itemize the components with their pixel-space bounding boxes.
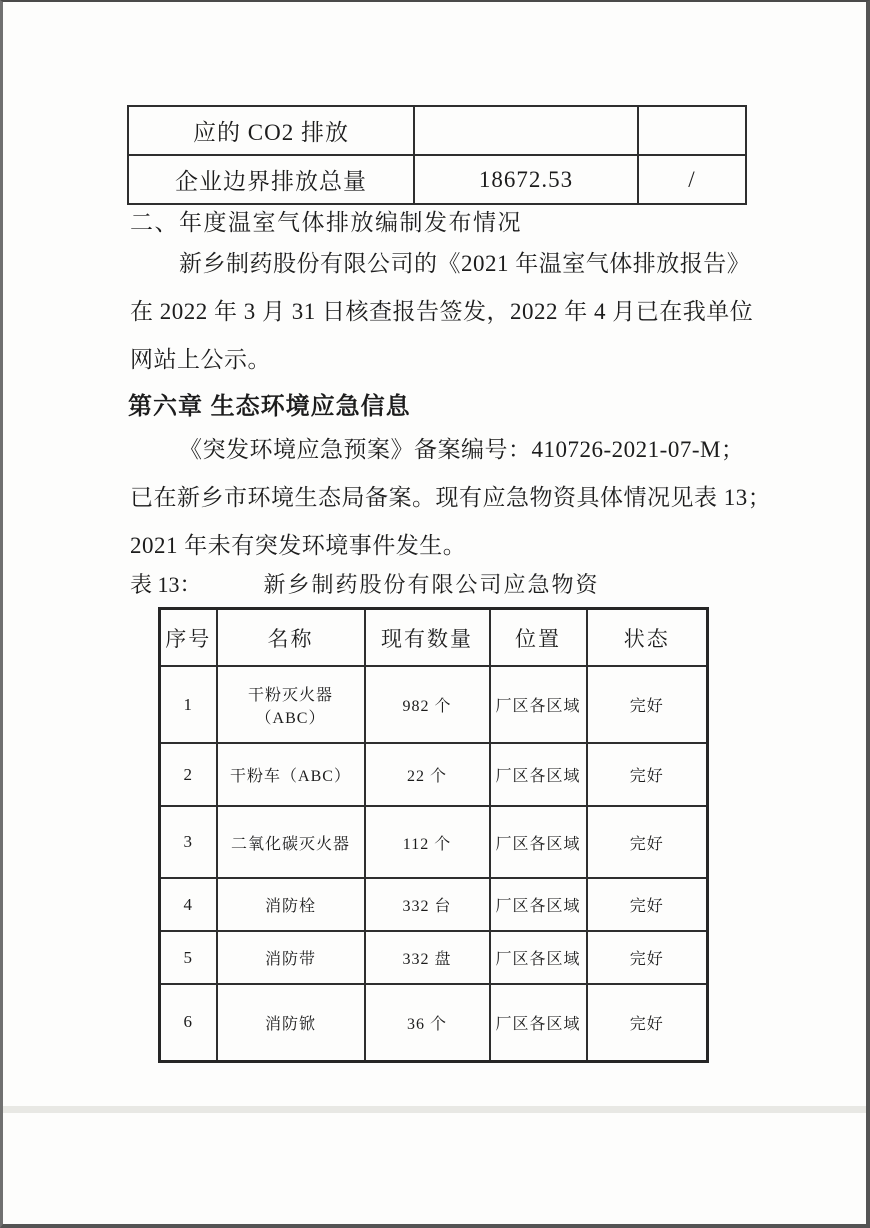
- column-header: 序号: [160, 609, 217, 667]
- cell-status: 完好: [587, 743, 708, 806]
- paragraph-line: 已在新乡市环境生态局备案。现有应急物资具体情况见表 13；: [130, 485, 772, 510]
- cell-location: 厂区各区域: [490, 666, 587, 743]
- table-row: [160, 666, 708, 743]
- table13-title: 新乡制药股份有限公司应急物资: [263, 572, 600, 597]
- cell-status: 完好: [587, 931, 708, 984]
- emergency-supplies-table: [158, 607, 709, 1063]
- cell-status: 完好: [587, 806, 708, 878]
- cell-index: 2: [160, 743, 217, 806]
- cell-status: 完好: [587, 878, 708, 931]
- page-separator: [0, 1106, 870, 1113]
- table-row: [160, 931, 708, 984]
- emissions-summary-body: [128, 106, 746, 204]
- cell-quantity: 22 个: [365, 743, 490, 806]
- table13-header-row: [160, 609, 708, 667]
- cell-quantity: 36 个: [365, 984, 490, 1061]
- row-note: /: [638, 155, 746, 204]
- table-row: [128, 155, 746, 204]
- table-row: [160, 878, 708, 931]
- cell-index: 5: [160, 931, 217, 984]
- cell-quantity: 982 个: [365, 666, 490, 743]
- table13-caption: [130, 568, 600, 599]
- column-header: 状态: [587, 609, 708, 667]
- cell-index: 3: [160, 806, 217, 878]
- paragraph-line: 在 2022 年 3 月 31 日核查报告签发，2022 年 4 月已在我单位: [130, 299, 754, 324]
- section-heading-annual-ghg: 二、年度温室气体排放编制发布情况: [130, 210, 522, 235]
- emissions-summary-table: [127, 105, 747, 205]
- emergency-info-paragraph: [130, 426, 772, 570]
- cell-status: 完好: [587, 984, 708, 1061]
- cell-status: 完好: [587, 666, 708, 743]
- table-row: [160, 743, 708, 806]
- row-value: 18672.53: [414, 155, 638, 204]
- chapter6-heading: 第六章 生态环境应急信息: [128, 393, 411, 420]
- paragraph-line: 2021 年未有突发环境事件发生。: [130, 533, 467, 558]
- table-row: [160, 984, 708, 1061]
- cell-location: 厂区各区域: [490, 984, 587, 1061]
- cell-location: 厂区各区域: [490, 931, 587, 984]
- cell-location: 厂区各区域: [490, 743, 587, 806]
- cell-quantity: 332 台: [365, 878, 490, 931]
- cell-index: 1: [160, 666, 217, 743]
- paragraph-line: 新乡制药股份有限公司的《2021 年温室气体排放报告》: [179, 251, 751, 276]
- ghg-report-paragraph: [130, 240, 752, 384]
- cell-quantity: 112 个: [365, 806, 490, 878]
- cell-name: 消防栓: [217, 878, 365, 931]
- column-header: 名称: [217, 609, 365, 667]
- table-row: [128, 106, 746, 155]
- cell-quantity: 332 盘: [365, 931, 490, 984]
- cell-location: 厂区各区域: [490, 806, 587, 878]
- cell-index: 4: [160, 878, 217, 931]
- cell-index: 6: [160, 984, 217, 1061]
- cell-name: 二氧化碳灭火器: [217, 806, 365, 878]
- row-label: 应的 CO2 排放: [128, 106, 414, 155]
- table-row: [160, 806, 708, 878]
- row-note: [638, 106, 746, 155]
- cell-name: 干粉灭火器（ABC）: [217, 666, 365, 743]
- paragraph-line: 网站上公示。: [130, 347, 271, 372]
- column-header: 位置: [490, 609, 587, 667]
- cell-name: 干粉车（ABC）: [217, 743, 365, 806]
- cell-name: 消防锨: [217, 984, 365, 1061]
- table13-body: [160, 666, 708, 1061]
- paragraph-line: 《突发环境应急预案》备案编号：410726-2021-07-M；: [179, 437, 745, 462]
- table13-label: 表 13：: [130, 572, 202, 597]
- cell-name: 消防带: [217, 931, 365, 984]
- row-value: [414, 106, 638, 155]
- row-label: 企业边界排放总量: [128, 155, 414, 204]
- column-header: 现有数量: [365, 609, 490, 667]
- cell-location: 厂区各区域: [490, 878, 587, 931]
